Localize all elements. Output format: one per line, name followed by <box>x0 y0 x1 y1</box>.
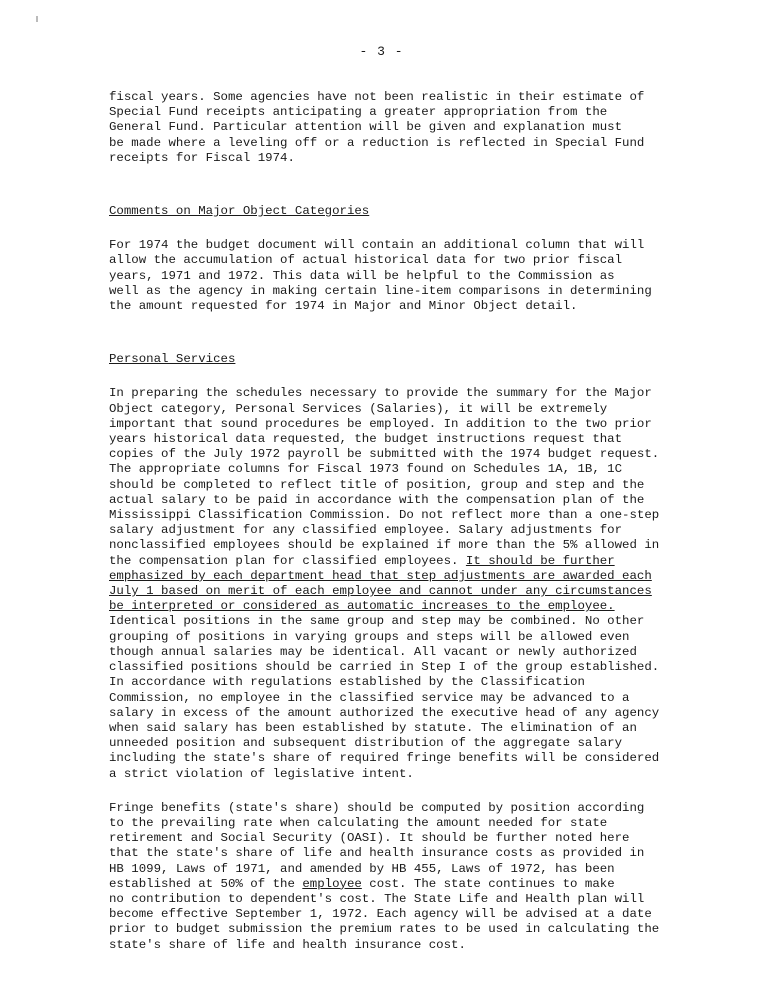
text-line: The appropriate columns for Fiscal 1973 found on Schedules 1A, 1B, 1C <box>109 462 623 477</box>
text-line: grouping of positions in varying groups and steps will be allowed even <box>109 629 630 644</box>
document-body <box>109 90 669 953</box>
text-line: In preparing the schedules necessary to provide the summary for the Major <box>109 386 652 401</box>
text-line: actual salary to be paid in accordance with the compensation plan of the <box>109 492 645 507</box>
paragraph-fringe-benefits <box>109 801 669 953</box>
text-line: Mississippi Classification Commission. Do not reflect more than a one-step <box>109 508 660 523</box>
text-line: when said salary has been established by statute. The elimination of an <box>109 720 637 735</box>
text-line: receipts for Fiscal 1974. <box>109 150 295 165</box>
text-line: salary adjustment for any classified employee. Salary adjustments for <box>109 523 623 538</box>
text-line <box>109 554 669 569</box>
heading-major-object-categories: Comments on Major Object Categories <box>109 204 370 219</box>
scan-speck <box>36 16 38 22</box>
text-line: no contribution to dependent's cost. The State Life and Health plan will <box>109 891 645 906</box>
text-line: salary in excess of the amount authorized the executive head of any agency <box>109 705 660 720</box>
text-line: years historical data requested, the budget instructions request that <box>109 432 623 447</box>
text-line: Commission, no employee in the classified service may be advanced to a <box>109 690 630 705</box>
text-line: copies of the July 1972 payroll be submitted with the 1974 budget request. <box>109 447 660 462</box>
text-run: cost. The state continues to make <box>361 876 615 891</box>
text-line: Fringe benefits (state's share) should be computed by position according <box>109 800 645 815</box>
text-line: be made where a leveling off or a reduction is reflected in Special Fund <box>109 135 645 150</box>
underlined-emphasis: emphasized by each department head that step adjustments are awarded each <box>109 568 652 583</box>
text-line: nonclassified employees should be explained if more than the 5% allowed in <box>109 538 660 553</box>
text-line <box>109 877 669 892</box>
text-line: to the prevailing rate when calculating the amount needed for state <box>109 815 608 830</box>
text-line: important that sound procedures be employed. In addition to the two prior <box>109 416 652 431</box>
text-line: General Fund. Particular attention will be given and explanation must <box>109 120 623 135</box>
paragraph-budget-document <box>109 238 669 314</box>
text-line: For 1974 the budget document will contain an additional column that will <box>109 238 645 253</box>
underlined-word: employee <box>302 876 362 891</box>
text-line: years, 1971 and 1972. This data will be helpful to the Commission as <box>109 268 615 283</box>
text-line: Identical positions in the same group and step may be combined. No other <box>109 614 645 629</box>
text-line: the amount requested for 1974 in Major and Minor Object detail. <box>109 299 578 314</box>
underlined-emphasis: July 1 based on merit of each employee and cannot under any circumstances <box>109 584 652 599</box>
text-run: established at 50% of the <box>109 876 303 891</box>
text-line: should be completed to reflect title of position, group and step and the <box>109 477 645 492</box>
paragraph-special-fund <box>109 90 669 166</box>
text-line: Object category, Personal Services (Salaries), it will be extremely <box>109 401 608 416</box>
text-line: retirement and Social Security (OASI). It should be further noted here <box>109 831 630 846</box>
text-line: unneeded position and subsequent distribution of the aggregate salary <box>109 736 623 751</box>
text-line: that the state's share of life and health insurance costs as provided in <box>109 846 645 861</box>
underlined-emphasis: It should be further <box>465 553 615 568</box>
text-line: HB 1099, Laws of 1971, and amended by HB 455, Laws of 1972, has been <box>109 861 615 876</box>
page-number: - 3 - <box>359 44 404 59</box>
text-run: the compensation plan for classified employees. <box>109 553 466 568</box>
text-line: Special Fund receipts anticipating a greater appropriation from the <box>109 105 608 120</box>
text-line: classified positions should be carried in Step I of the group established. <box>109 660 660 675</box>
text-line: a strict violation of legislative intent. <box>109 766 414 781</box>
underlined-emphasis: be interpreted or considered as automatic increases to the employee. <box>109 599 615 614</box>
text-line: allow the accumulation of actual historical data for two prior fiscal <box>109 253 623 268</box>
text-line: well as the agency in making certain line-item comparisons in determining <box>109 283 652 298</box>
text-line: In accordance with regulations established by the Classification <box>109 675 585 690</box>
text-line: fiscal years. Some agencies have not been realistic in their estimate of <box>109 90 645 104</box>
text-line: become effective September 1, 1972. Each agency will be advised at a date <box>109 907 652 922</box>
text-line: prior to budget submission the premium rates to be used in calculating the <box>109 922 660 937</box>
text-line: though annual salaries may be identical. All vacant or newly authorized <box>109 644 637 659</box>
text-line: state's share of life and health insurance cost. <box>109 937 466 952</box>
paragraph-personal-services <box>109 386 669 781</box>
text-line: including the state's share of required fringe benefits will be considered <box>109 751 660 766</box>
heading-personal-services: Personal Services <box>109 352 236 367</box>
